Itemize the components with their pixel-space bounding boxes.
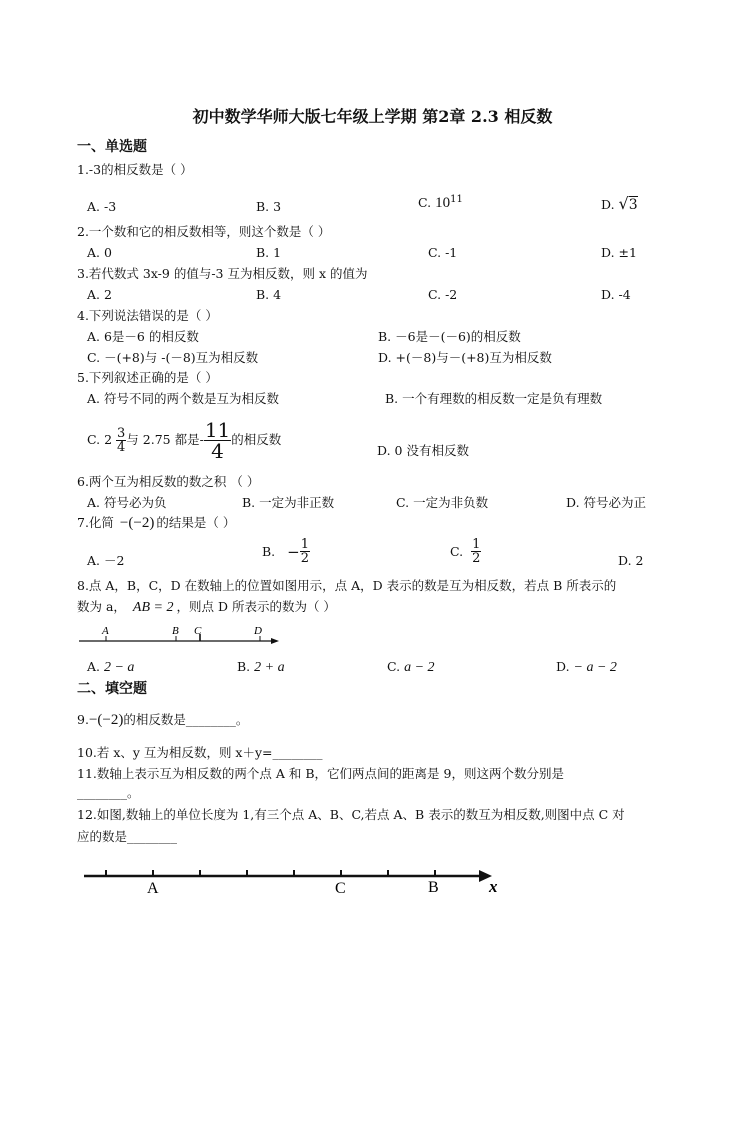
question-3-option-a: A. 2 <box>87 287 112 302</box>
question-5-option-b: B. 一个有理数的相反数一定是负有理数 <box>385 391 603 406</box>
option-a-expression: 2 − a <box>103 660 135 675</box>
option-d-label: D. <box>601 197 619 212</box>
question-7-option-d: D. 2 <box>618 553 644 568</box>
question-9-expression: −(−2) <box>88 712 124 728</box>
option-b-label: B. <box>237 659 255 674</box>
minus-sign: − <box>287 542 300 561</box>
question-6-option-d: D. 符号必为正 <box>566 495 647 510</box>
fraction-denominator: 4 <box>117 440 126 455</box>
page-title: 初中数学华师大版七年级上学期 第2章 2.3 相反数 <box>192 107 553 126</box>
power-base: 10 <box>435 195 451 212</box>
fraction-denominator: 2 <box>300 551 310 566</box>
question-8-option-b <box>237 659 285 677</box>
question-8-stem-line2 <box>77 599 336 617</box>
question-8-stem-line1: 8.点 A，B，C，D 在数轴上的位置如图用示，点 A，D 表示的数是互为相反数，若点 B 所表示的 <box>77 578 617 593</box>
question-1-stem: 1.-3的相反数是（ ） <box>77 162 193 177</box>
fraction-numerator: 3 <box>117 426 126 441</box>
fraction-numerator: 1 <box>300 537 310 552</box>
power-exponent: 11 <box>450 194 463 205</box>
question-3-option-b: B. 4 <box>256 287 282 302</box>
question-5-option-c <box>87 420 281 461</box>
option-c-label: C. <box>450 544 464 559</box>
question-5-option-d: D. 0 没有相反数 <box>377 443 469 458</box>
question-9 <box>77 711 248 729</box>
section-heading-single-choice: 一、单选题 <box>77 139 147 155</box>
fraction-denominator: 4 <box>211 439 224 463</box>
question-8-suffix: ，则点 D 所表示的数为（ ） <box>176 599 336 614</box>
question-4-option-c: C. －(+8)与 -(－8)互为相反数 <box>87 350 259 365</box>
point-label-c: C <box>335 880 346 897</box>
option-c-expression: a − 2 <box>404 660 435 675</box>
question-2-stem: 2.一个数和它的相反数相等，则这个数是（ ） <box>77 224 331 239</box>
question-6-option-a: A. 符号必为负 <box>87 495 167 510</box>
option-b-label: B. <box>262 544 276 559</box>
question-1-option-b: B. 3 <box>256 199 282 214</box>
question-1-option-a: A. -3 <box>87 199 117 214</box>
section-heading-fill-in: 二、填空题 <box>77 681 147 697</box>
option-c-label: C. <box>418 195 436 211</box>
point-label-a: A <box>147 880 159 897</box>
question-12-line2: 应的数是________ <box>77 829 178 844</box>
option-d-label: D. <box>556 659 574 674</box>
point-label-a: A <box>102 625 109 637</box>
option-c-label: C. 2 <box>87 432 113 447</box>
fraction-denominator: 2 <box>472 551 481 566</box>
question-8-option-d <box>556 659 617 677</box>
number-line-figure-2 <box>80 862 510 902</box>
point-label-c: C <box>194 625 202 637</box>
question-2-option-a: A. 0 <box>87 245 112 260</box>
question-4-option-a: A. 6是－6 的相反数 <box>87 329 199 344</box>
fraction <box>300 538 310 565</box>
question-7-option-b <box>262 538 310 565</box>
question-2-option-d: D. ±1 <box>601 245 637 260</box>
question-10: 10.若 x、y 互为相反数，则 x＋y=________ <box>77 745 323 760</box>
question-3-option-d: D. -4 <box>601 287 631 302</box>
mixed-fraction <box>116 427 126 454</box>
axis-label-x: x <box>489 877 498 896</box>
question-4-option-b: B. －6是－(－6)的相反数 <box>378 329 521 344</box>
question-8-option-c <box>387 659 435 677</box>
question-8-option-a <box>87 659 134 677</box>
option-a-label: A. <box>87 659 104 674</box>
question-7-suffix: 的结果是（ ） <box>156 515 236 530</box>
question-6-option-c: C. 一定为非负数 <box>396 495 489 510</box>
question-9-prefix: 9. <box>77 712 89 727</box>
question-2-option-c: C. -1 <box>428 245 458 260</box>
option-c-middle: 与 2.75 都是- <box>126 432 204 447</box>
question-5-stem: 5.下列叙述正确的是（ ） <box>77 370 218 385</box>
option-b-expression: 2 + a <box>254 660 285 675</box>
improper-fraction <box>204 420 231 461</box>
question-11-line2: ________。 <box>77 785 140 800</box>
fraction-numerator: 11 <box>204 418 231 442</box>
option-c-suffix: 的相反数 <box>231 432 282 447</box>
question-7-prefix: 7.化简 <box>77 515 114 530</box>
question-4-stem: 4.下列说法错误的是（ ） <box>77 308 218 323</box>
sqrt-radicand: 3 <box>628 197 638 213</box>
question-1-option-c <box>418 194 463 212</box>
point-label-d: D <box>254 625 262 637</box>
question-11-line1: 11.数轴上表示互为相反数的两个点 A 和 B，它们两点间的距离是 9，则这两个数分别是 <box>77 766 564 781</box>
question-7-option-c <box>450 538 481 565</box>
question-3-stem: 3.若代数式 3x-9 的值与-3 互为相反数，则 x 的值为 <box>77 266 368 281</box>
question-2-option-b: B. 1 <box>256 245 282 260</box>
arrow-icon <box>271 638 279 644</box>
question-1-option-d <box>601 194 638 214</box>
question-6-stem: 6.两个互为相反数的数之积 （ ） <box>77 474 260 489</box>
fraction <box>471 538 481 565</box>
option-c-label: C. <box>387 659 405 674</box>
question-4-option-d: D. +(－8)与－(+8)互为相反数 <box>378 350 552 365</box>
question-7-stem <box>77 514 235 532</box>
question-8-expression: AB = 2 <box>132 600 174 615</box>
question-8-prefix: 数为 a， <box>77 599 126 614</box>
option-d-expression: − a − 2 <box>573 660 617 675</box>
question-9-suffix: 的相反数是________。 <box>123 712 249 727</box>
point-label-b: B <box>428 879 439 896</box>
question-5-option-a: A. 符号不同的两个数是互为相反数 <box>87 391 279 406</box>
question-12-line1: 12.如图,数轴上的单位长度为 1,有三个点 A、B、C,若点 A、B 表示的数互为相反数,则图中点 C 对 <box>77 807 625 822</box>
question-6-option-b: B. 一定为非正数 <box>242 495 335 510</box>
number-line-figure-1 <box>75 620 285 650</box>
question-3-option-c: C. -2 <box>428 287 458 302</box>
question-7-expression: −(−2) <box>119 515 155 531</box>
fraction-numerator: 1 <box>472 537 481 552</box>
point-label-b: B <box>172 625 179 637</box>
question-7-option-a: A. －2 <box>87 553 125 568</box>
sqrt-icon: √ <box>618 194 629 213</box>
